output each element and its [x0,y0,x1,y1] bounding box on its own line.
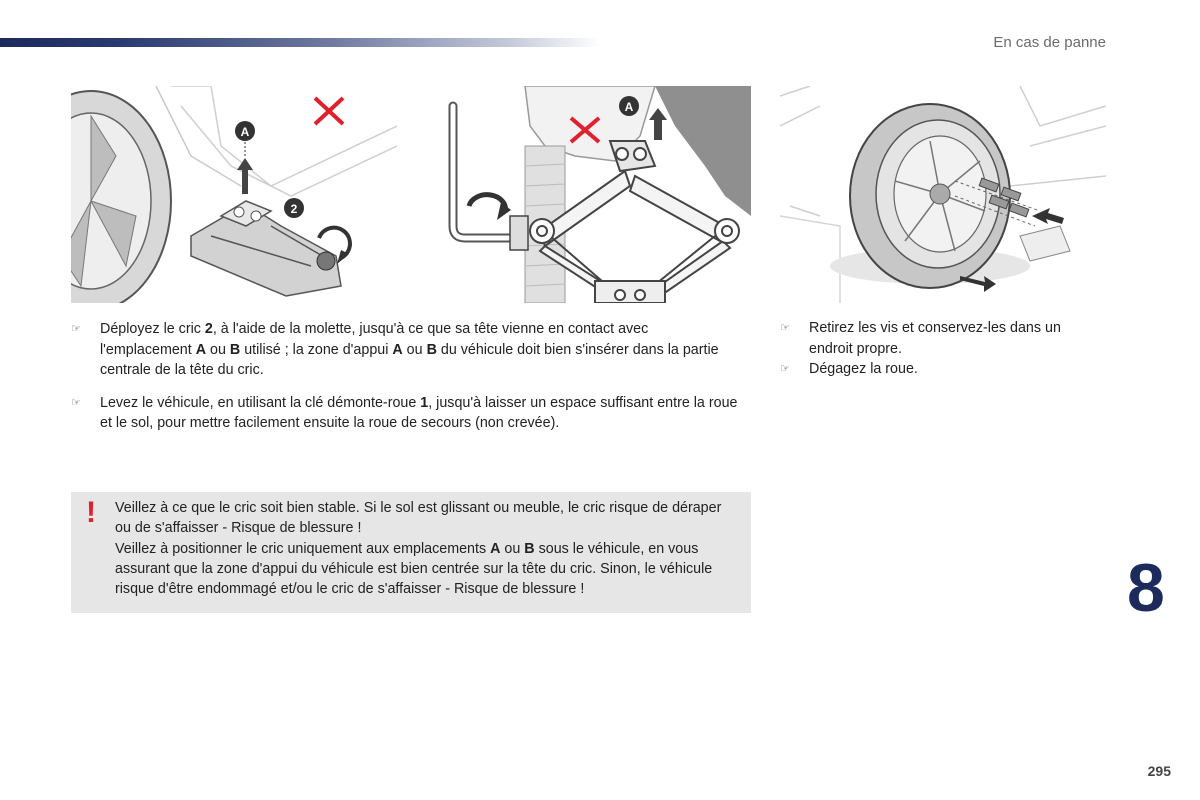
figure-jack-lift [425,86,751,303]
warning-icon: ! [86,496,96,529]
instruction-remove-wheel: ☞ Dégagez la roue. [780,359,1100,380]
instruction-deploy-jack: ☞ Déployez le cric 2, à l'aide de la molette, jusqu'à ce que sa tête vienne en contact avec l'emplacement A ou B utilisé ; la zone d'appui A ou B du véhicule doit bien s'insérer dans la partie centrale de la tête du cric. [71,321,719,378]
page-number: 295 [1147,763,1171,779]
chapter-number: 8 [1127,550,1165,626]
wheel-icon [850,104,1010,288]
bullet-pointer-icon: ☞ [71,396,81,409]
svg-text:A: A [624,100,634,114]
bullet-pointer-icon: ☞ [71,323,81,335]
figure-jack-deploy [71,86,397,303]
instruction-lift-vehicle: ☞ Levez le véhicule, en utilisant la clé démonte-roue 1, jusqu'à laisser un espace suffisant entre la roue et le sol, pour mettre facilement ensuite la roue de secours (non crevée). [71,394,738,431]
warning-box [71,492,751,613]
svg-text:A: A [240,125,250,139]
section-title: En cas de panne [993,34,1106,51]
header-color-bar [0,38,600,47]
svg-text:2: 2 [290,202,298,216]
label-2-marker [284,198,304,218]
bullet-pointer-icon: ☞ [780,322,790,334]
instruction-remove-bolts: ☞ Retirez les vis et conservez-les dans un endroit propre. [780,320,1061,357]
instructions-right [780,318,1100,380]
bullet-pointer-icon: ☞ [780,363,790,375]
figure-wheel-removal [780,86,1106,303]
label-a-marker [619,96,639,116]
warning-text: Veillez à ce que le cric soit bien stable. Si le sol est glissant ou meuble, le cric risque de déraper ou de s'affaisser - Risque de blessure ! Veillez à positionner le cric uniquement aux emplacements A ou B sous le véhicule, en vous assurant que la zone d'appui du véhicule est bien centrée sur la tête du cric. Sinon, le véhicule risque d'être endommagé et/ou le cric de s'affaisser - Risque de blessure ! [115,500,722,598]
instructions-left [71,319,743,446]
